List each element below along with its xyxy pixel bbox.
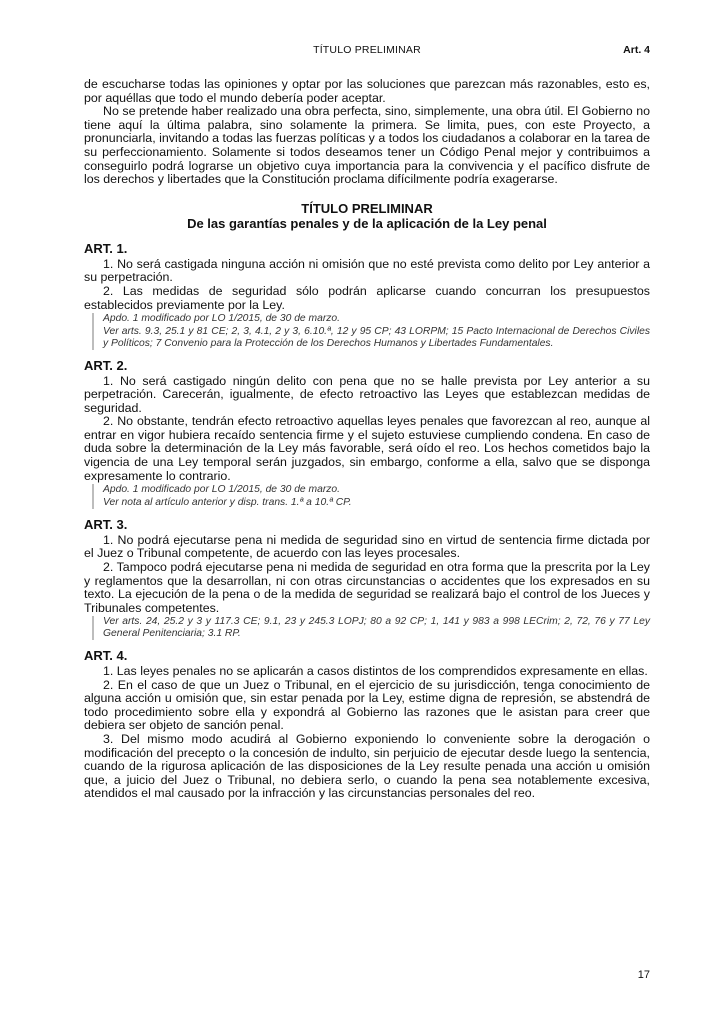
article-paragraph: 1. No será castigada ninguna acción ni omisión que no esté prevista como delito por Ley anterior a su perpetración. [84, 256, 650, 285]
article-heading: ART. 2. [84, 357, 128, 373]
article-paragraph: 3. Del mismo modo acudirá al Gobierno exponiendo lo conveniente sobre la derogación o modificación del precepto o la concesión de indulto, sin perjuicio de ejecutar desde luego la sentencia, cuando de la rigurosa aplicación de las disposiciones de la Ley resulte penada una acción u omisión que, a juicio del Juez o Tribunal, no debiera serlo, o cuando la pena sea notablemente excesiva, atendidos el mal causado por la infracción y las circunstancias personales del reo. [84, 731, 650, 801]
page-number: 17 [637, 969, 650, 981]
article-paragraph: 2. Tampoco podrá ejecutarse pena ni medida de seguridad en otra forma que la prescrita por la Ley y reglamentos que la desarrollan, ni con otras circunstancias o accidentes que los expresados en su texto. La ejecución de la pena o de la medida de seguridad se realizará bajo el control de los Jueces y Tribunales competentes. [84, 560, 650, 615]
page-body [84, 78, 650, 801]
article-heading: ART. 3. [84, 516, 128, 532]
article-paragraph: 2. No obstante, tendrán efecto retroactivo aquellas leyes penales que favorezcan al reo, aunque al entrar en vigor hubiera recaído sentencia firme y el sujeto estuviese cumpliendo condena. En caso de duda sobre la determinación de la Ley más favorable, será oído el reo. Los hechos cometidos bajo la vigencia de una Ley temporal serán juzgados, sin embargo, conforme a ella, salvo que se disponga expresamente lo contrario. [84, 414, 650, 483]
note-line: Ver arts. 24, 25.2 y 3 y 117.3 CE; 9.1, 23 y 245.3 LOPJ; 80 a 92 CP; 1, 141 y 983 a 998 LECrim; 2, 72, 76 y 77 Ley General Penitenciaria; 3.1 RP. [103, 616, 650, 640]
article-1 [84, 241, 650, 350]
article-note [92, 484, 650, 509]
section-title [84, 201, 650, 231]
running-title: TÍTULO PRELIMINAR [313, 44, 421, 56]
note-line: Ver nota al artículo anterior y disp. trans. 1.ª a 10.ª CP. [103, 497, 352, 509]
running-header [84, 44, 650, 62]
title-heading: TÍTULO PRELIMINAR [301, 200, 433, 216]
article-paragraph: 1. No será castigado ningún delito con pena que no se halle prevista por Ley anterior a su perpetración. Carecerán, igualmente, de efecto retroactivo las Leyes que establezcan medidas de seguridad. [84, 373, 650, 415]
article-reference: Art. 4 [623, 44, 650, 56]
note-line: Apdo. 1 modificado por LO 1/2015, de 30 de marzo. [103, 484, 340, 496]
article-2 [84, 358, 650, 509]
article-4 [84, 648, 650, 801]
title-subheading: De las garantías penales y de la aplicación de la Ley penal [187, 215, 547, 231]
article-heading: ART. 1. [84, 240, 128, 256]
note-line: Ver arts. 9.3, 25.1 y 81 CE; 2, 3, 4.1, 2 y 3, 6.10.ª, 12 y 95 CP; 43 LORPM; 15 Pacto Internacional de Derechos Civiles y Políticos; 7 Convenio para la Protección de los Derechos Humanos y Libertades Fundamentales. [103, 325, 650, 349]
intro-paragraph: de escucharse todas las opiniones y optar por las soluciones que parezcan más razonables, esto es, por aquéllas que todo el mundo debería poder aceptar. [84, 77, 650, 105]
article-paragraph: 2. Las medidas de seguridad sólo podrán aplicarse cuando concurran los presupuestos establecidos previamente por la Ley. [84, 283, 650, 312]
article-heading: ART. 4. [84, 648, 128, 664]
article-note [92, 313, 650, 349]
note-line: Apdo. 1 modificado por LO 1/2015, de 30 de marzo. [103, 313, 340, 325]
article-paragraph: 2. En el caso de que un Juez o Tribunal, en el ejercicio de su jurisdicción, tenga conocimiento de alguna acción u omisión que, sin estar penada por la Ley, estime digna de represión, se abstendrá de todo procedimiento sobre ella y expondrá al Gobierno las razones que le asistan para creer que debiera ser objeto de sanción penal. [84, 677, 650, 733]
article-note [92, 616, 650, 640]
article-paragraph: 1. No podrá ejecutarse pena ni medida de seguridad sino en virtud de sentencia firme dictada por el Juez o Tribunal competente, de acuerdo con las leyes procesales. [84, 532, 650, 561]
article-3 [84, 517, 650, 640]
intro-paragraph: No se pretende haber realizado una obra perfecta, sino, simplemente, una obra útil. El Gobierno no tiene aquí la última palabra, sino solamente la primera. Se limita, pues, con este Proyecto, a pronunciarla, invitando a todas las fuerzas políticas y a todos los ciudadanos a colaborar en la tarea de su perfeccionamiento. Solamente si todos deseamos tener un Código Penal mejor y contribuimos a conseguirlo podrá lograrse un objetivo cuya importancia para la convivencia y el pacífico disfrute de los derechos y libertades que la Constitución proclama difícilmente podría exagerarse. [84, 104, 650, 187]
article-paragraph: 1. Las leyes penales no se aplicarán a casos distintos de los comprendidos expresamente en ellas. [103, 664, 648, 679]
